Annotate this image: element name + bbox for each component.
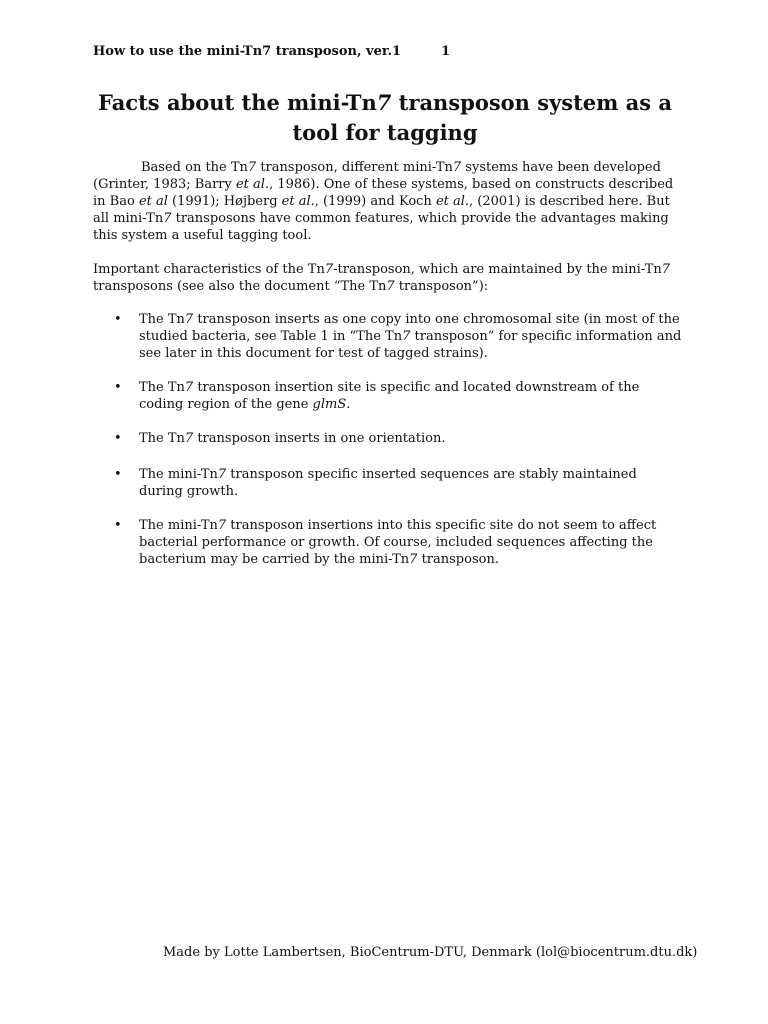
bullet-icon: •: [114, 431, 122, 446]
title-italic: 7: [376, 90, 392, 115]
bullet-icon: •: [114, 518, 122, 533]
title-text: tool for tagging: [292, 120, 478, 145]
bullet-icon: •: [114, 467, 122, 482]
page-title: [90, 88, 680, 148]
list-item: • The Tn7 transposon inserts as one copy into one chromosomal site (in most of the studied bacteria, see Table 1 in “The Tn7 transposon” for specific information and see later in this document for test of tagged strains).: [114, 312, 682, 361]
title-text: Facts about the mini-Tn: [97, 90, 377, 115]
list-item: • The mini-Tn7 transposon specific inserted sequences are stably maintained during growth.: [114, 467, 637, 499]
page-number: 1: [441, 44, 451, 59]
list-item: • The mini-Tn7 transposon insertions into this specific site do not seem to affect bacterial performance or growth. Of course, included sequences affecting the bacterium may be carried by the mini-Tn7 transposon.: [114, 518, 657, 567]
list-item: • The Tn7 transposon inserts in one orientation.: [114, 431, 446, 446]
page-footer: Made by Lotte Lambertsen, BioCentrum-DTU, Denmark (lol@biocentrum.dtu.dk): [163, 945, 698, 960]
bullet-icon: •: [114, 380, 122, 395]
characteristics-paragraph: Important characteristics of the Tn7-transposon, which are maintained by the mini-Tn7 transposons (see also the document “The Tn7 transposon”):: [93, 262, 671, 294]
header-text: How to use the mini-Tn7 transposon, ver.1: [93, 44, 402, 59]
running-header: [93, 44, 450, 59]
list-item: • The Tn7 transposon insertion site is specific and located downstream of the coding region of the gene glmS.: [114, 380, 640, 412]
intro-paragraph: Based on the Tn7 transposon, different mini-Tn7 systems have been developed (Grinter, 1983; Barry et al., 1986). One of these systems, based on constructs described in Bao et al (1991); Højberg et al., (1999) and Koch et al., (2001) is described here. But all mini-Tn7 transposons have common features, which provide the advantages making this system a useful tagging tool.: [93, 160, 674, 243]
bullet-icon: •: [114, 312, 122, 327]
title-text: transposon system as a: [391, 90, 673, 115]
characteristics-list: [93, 311, 683, 568]
